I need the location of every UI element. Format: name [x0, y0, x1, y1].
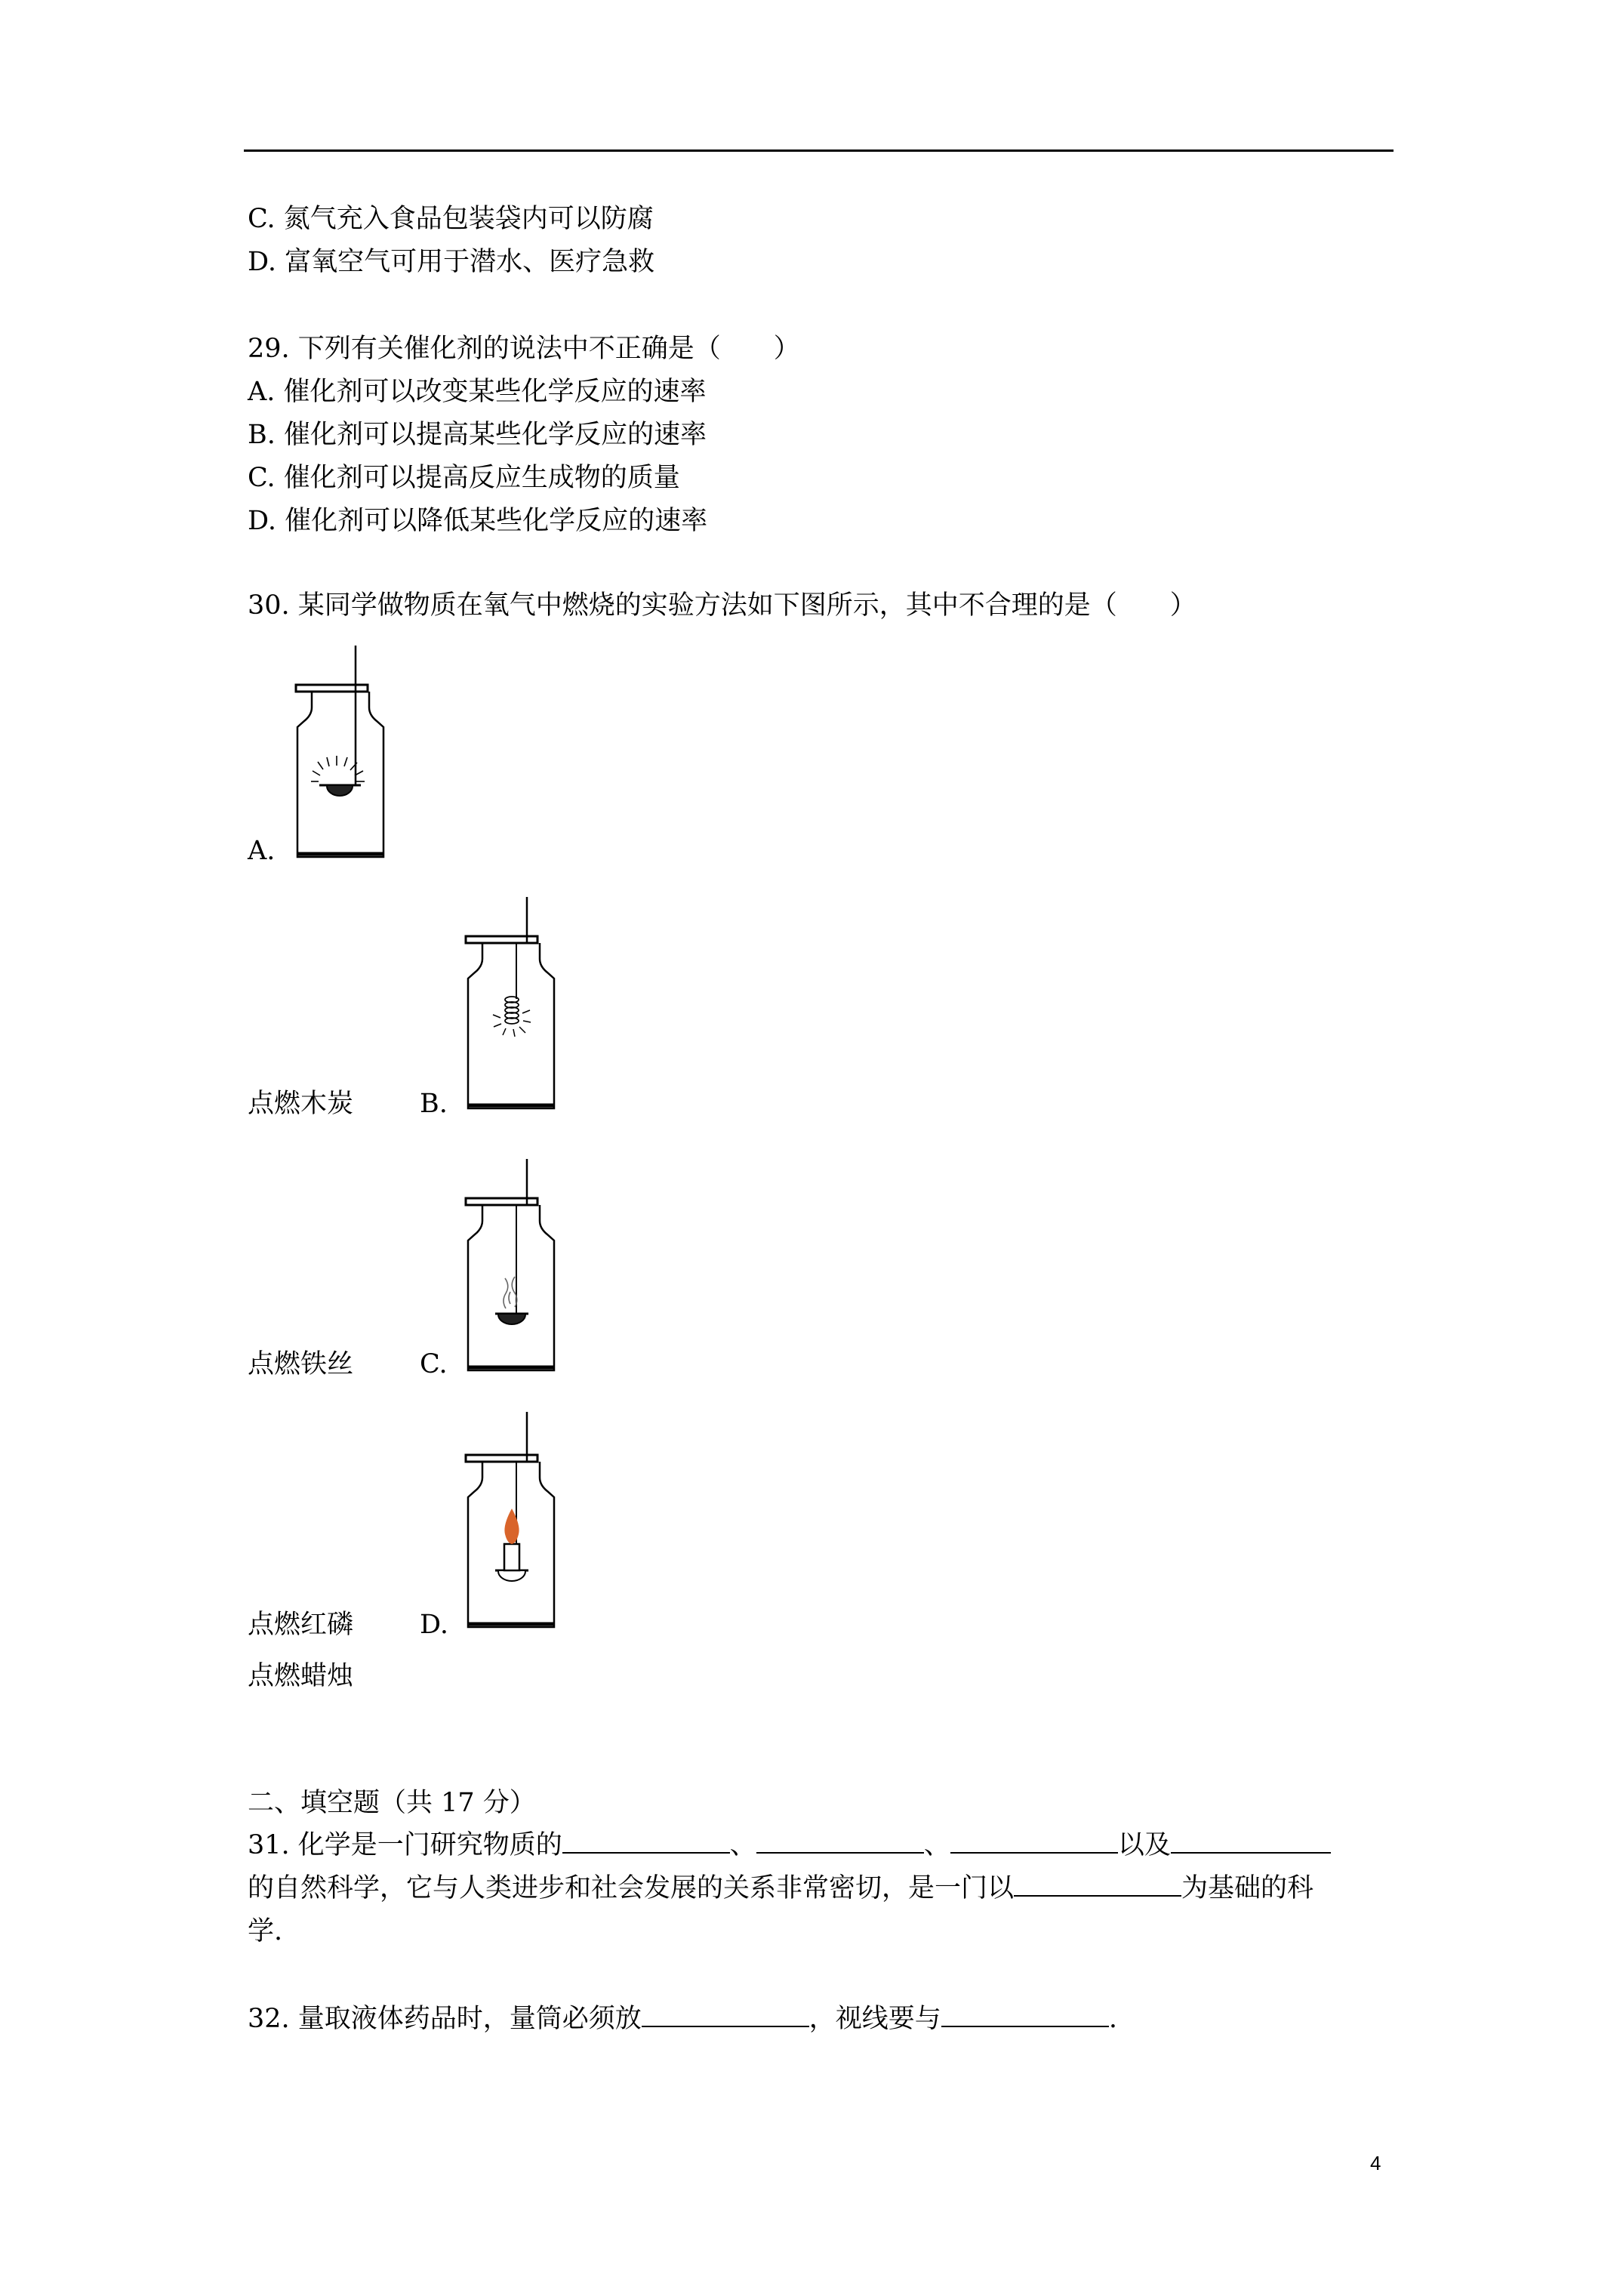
- q31-sep-2: 、: [923, 1830, 950, 1860]
- q31-text-1: 31. 化学是一门研究物质的: [248, 1830, 562, 1860]
- q31-line-1: [248, 1829, 1331, 1862]
- q31-blank-4[interactable]: [1171, 1829, 1331, 1854]
- q31-and: 以及: [1117, 1830, 1171, 1860]
- q30-label-d: D.: [420, 1610, 448, 1640]
- q32-blank-2[interactable]: [941, 2003, 1109, 2027]
- q30-stem: 30. 某同学做物质在氧气中燃烧的实验方法如下图所示，其中不合理的是（ ）: [248, 590, 1196, 621]
- q29-stem: 29. 下列有关催化剂的说法中不正确是（ ）: [248, 334, 800, 364]
- q31-blank-1[interactable]: [562, 1829, 730, 1854]
- q32-blank-1[interactable]: [642, 2003, 809, 2027]
- bottle-b-figure: [459, 897, 557, 1112]
- page-number: 4: [1370, 2152, 1381, 2174]
- q30-label-b: B.: [420, 1089, 448, 1119]
- section2-title: 二、填空题（共 17 分）: [248, 1788, 536, 1818]
- q32-text-1: 32. 量取液体药品时，量筒必须放: [248, 2004, 642, 2034]
- q30-label-c: C.: [420, 1349, 448, 1379]
- q32-text-2: ，视线要与: [808, 2004, 941, 2034]
- q31-line-3: 学.: [248, 1916, 283, 1946]
- q31-text-2: 的自然科学，它与人类进步和社会发展的关系非常密切，是一门以: [248, 1873, 1015, 1903]
- q30-label-a: A.: [248, 836, 276, 866]
- bottle-c-figure: [459, 1159, 557, 1374]
- header-rule: [244, 149, 1394, 152]
- q29-option-c: C. 催化剂可以提高反应生成物的质量: [248, 463, 680, 493]
- q32-line: [248, 2002, 1117, 2036]
- q32-text-3: .: [1108, 2004, 1117, 2034]
- bottle-d-figure: [459, 1412, 557, 1631]
- q30-caption-1: 点燃木炭: [248, 1089, 354, 1119]
- q29-option-b: B. 催化剂可以提高某些化学反应的速率: [248, 420, 707, 450]
- q31-sep-1: 、: [729, 1830, 756, 1860]
- q30-caption-3: 点燃红磷: [248, 1610, 354, 1640]
- q29-option-d: D. 催化剂可以降低某些化学反应的速率: [248, 506, 708, 536]
- q31-line-2: [248, 1872, 1313, 1905]
- q28-option-c: C. 氮气充入食品包装袋内可以防腐: [248, 204, 654, 234]
- q30-caption-2: 点燃铁丝: [248, 1349, 354, 1379]
- q31-blank-3[interactable]: [950, 1829, 1118, 1854]
- q28-option-d: D. 富氧空气可用于潜水、医疗急救: [248, 247, 655, 277]
- q29-option-a: A. 催化剂可以改变某些化学反应的速率: [248, 377, 707, 407]
- q31-text-3: 为基础的科: [1181, 1873, 1314, 1903]
- bottle-a-figure: [293, 646, 391, 861]
- q30-caption-4: 点燃蜡烛: [248, 1661, 354, 1691]
- q31-blank-2[interactable]: [756, 1829, 924, 1854]
- q31-blank-5[interactable]: [1014, 1872, 1181, 1897]
